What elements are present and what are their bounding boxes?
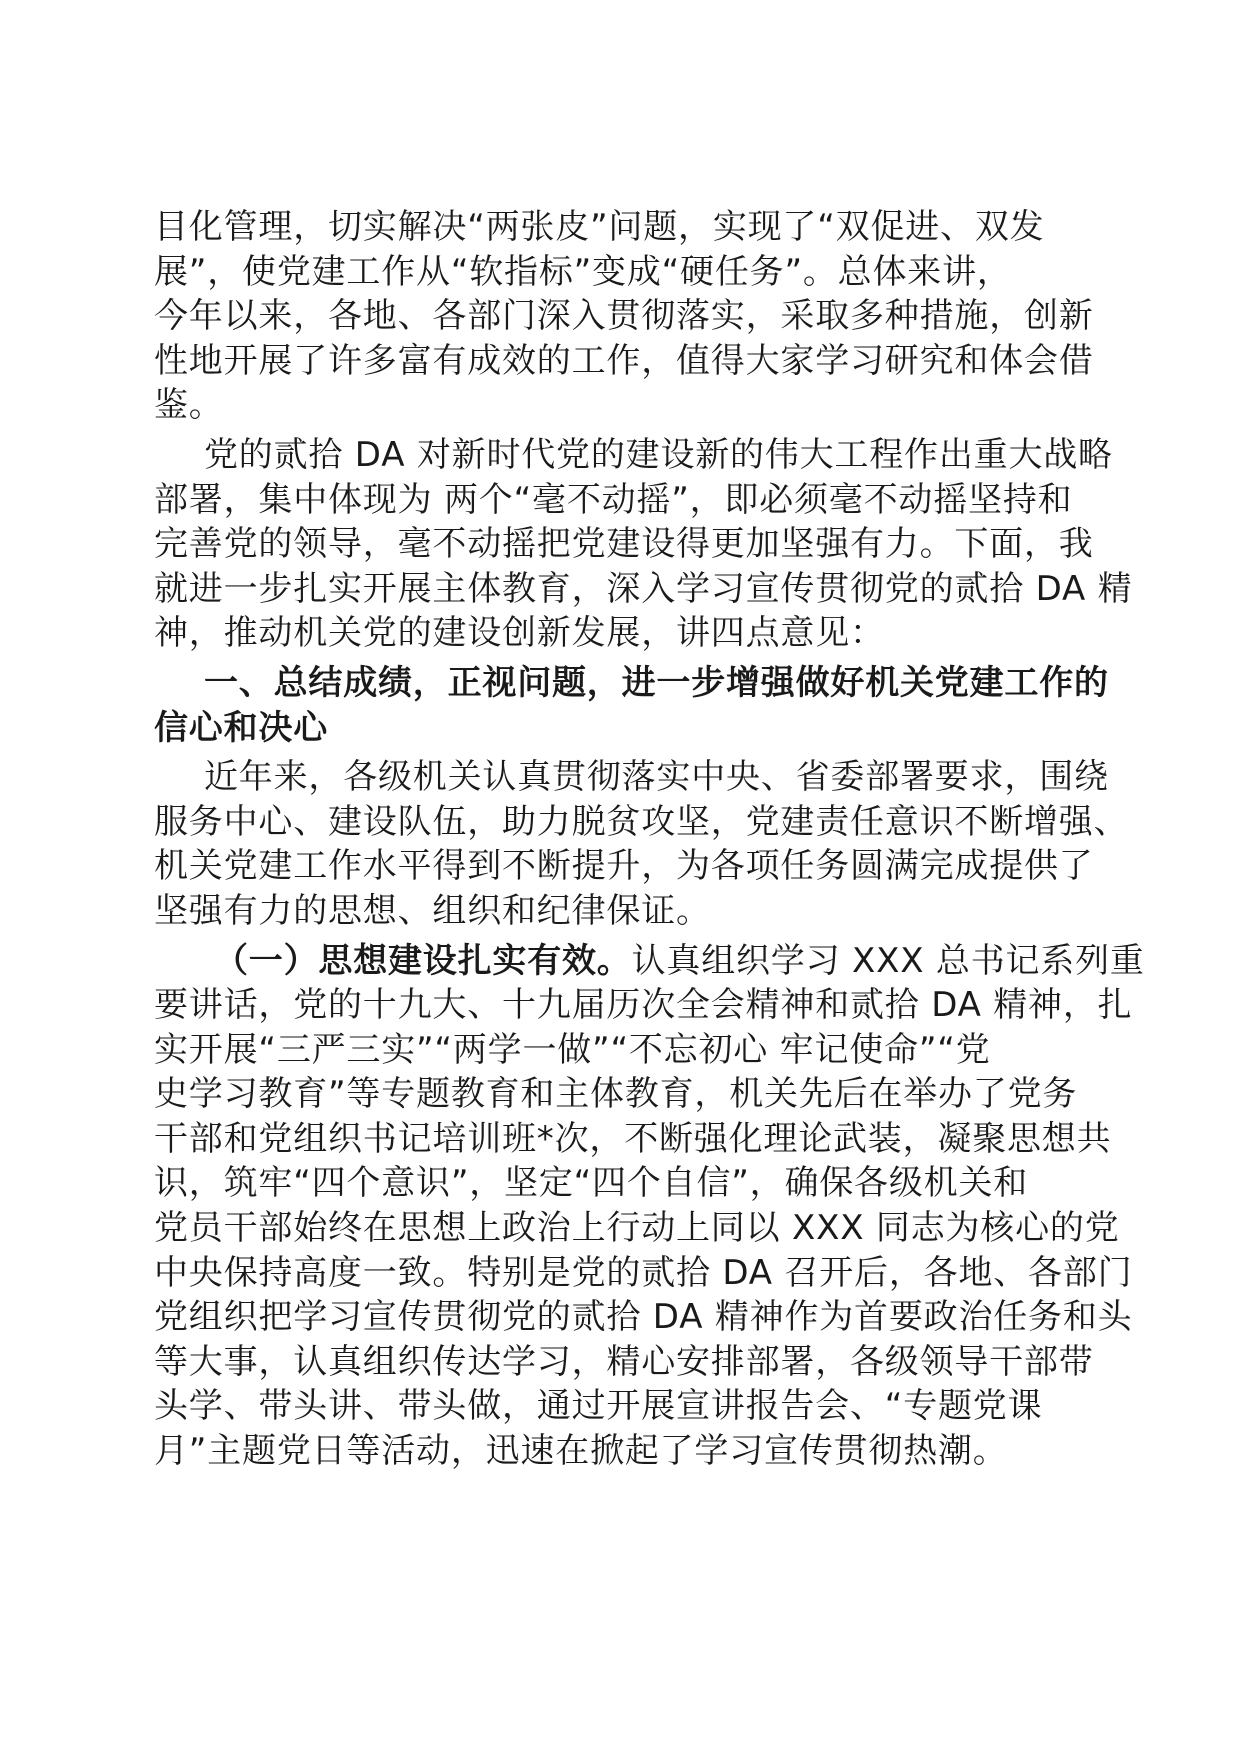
text-line: 性地开展了许多富有成效的工作，值得大家学习研究和体会借 [154,340,1094,381]
paragraph-ideological-building [154,939,1145,1474]
text-line: 党员干部始终在思想上政治上行动上同以 XXX 同志为核心的党 [154,1208,1120,1249]
text-line: 党的贰拾 DA 对新时代党的建设新的伟大工程作出重大战略 [204,434,1113,475]
text-line: 月”主题党日等活动，迅速在掀起了学习宣传贯彻热潮。 [154,1431,1008,1472]
text-line: 实开展“三严三实”“两学一做”“不忘初心 牢记使命”“党 [154,1029,991,1070]
text-line: 近年来，各级机关认真贯彻落实中央、省委部署要求，围绕 [204,757,1109,798]
text-line: 头学、带头讲、带头做，通过开展宣讲报告会、“专题党课 [154,1386,1043,1427]
text-line: 党组织把学习宣传贯彻党的贰拾 DA 精神作为首要政治任务和头 [154,1297,1133,1338]
text-line: 中央保持高度一致。特别是党的贰拾 DA 召开后，各地、各部门 [154,1252,1133,1293]
text-line: 完善党的领导，毫不动摇把党建设得更加坚强有力。下面，我 [154,524,1094,565]
text-line: 就进一步扎实开展主体教育，深入学习宣传贯彻党的贰拾 DA 精 [154,568,1133,609]
text-line: 坚强有力的思想、组织和纪律保证。 [154,890,711,931]
text-line: 目化管理，切实解决“两张皮”问题，实现了“双促进、双发 [154,207,1045,247]
text-line: 机关党建工作水平得到不断提升，为各项任务圆满完成提供了 [154,846,1094,887]
subsection-heading: （一）思想建设扎实有效。 [214,940,632,981]
text-line: 鉴。 [154,385,224,426]
text-line: 等大事，认真组织传达学习，精心安排部署，各级领导干部带 [154,1341,1094,1382]
text-line: 干部和党组织书记培训班*次，不断强化理论武装，凝聚思想共 [154,1118,1112,1159]
text-line: 部署，集中体现为 两个“毫不动摇”，即必须毫不动摇坚持和 [154,479,1073,520]
heading-line: 信心和决心 [154,707,328,748]
text-line: 展”，使党建工作从“软指标”变成“硬任务”。总体来讲， [154,251,1012,292]
text-line: 神，推动机关党的建设创新发展，讲四点意见： [154,613,885,654]
heading-line: 一、总结成绩，正视问题，进一步增强做好机关党建工作的 [204,662,1109,703]
paragraph-continuation [154,205,1094,428]
text-line: 要讲话，党的十九大、十九届历次全会精神和贰拾 DA 精神，扎 [154,985,1133,1026]
section-heading [154,661,1109,750]
text-line: 今年以来，各地、各部门深入贯彻落实，采取多种措施，创新 [154,296,1094,337]
paragraph-intro [154,433,1133,656]
text-line [154,939,1145,984]
text-line: 史学习教育”等专题教育和主体教育，机关先后在举办了党务 [154,1074,1078,1115]
document-body [154,205,1145,1479]
text-span: 认真组织学习 XXX 总书记系列重 [631,940,1145,981]
text-line: 服务中心、建设队伍，助力脱贫攻坚，党建责任意识不断增强、 [154,801,1129,842]
paragraph-achievements [154,755,1129,933]
text-line: 识，筑牢“四个意识”，坚定“四个自信”，确保各级机关和 [154,1163,1029,1204]
